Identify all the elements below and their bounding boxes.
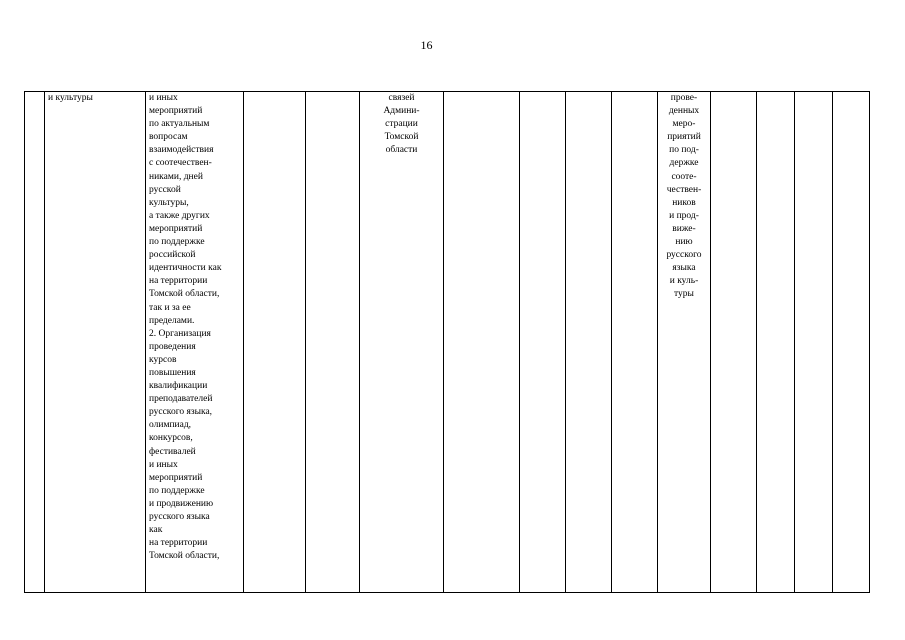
text-line: как [149, 525, 163, 536]
table-row [25, 92, 870, 593]
text-line: олимпиад, [149, 420, 192, 431]
text-line: мероприятий [149, 106, 203, 117]
text-line: чествен- [666, 184, 702, 195]
text-line: приятий [667, 132, 701, 143]
text-line: идентичности как [149, 263, 222, 274]
text-line: мероприятий [149, 223, 203, 234]
text-line: так и за ее [149, 302, 191, 313]
page-number: 16 [420, 38, 433, 52]
text-line: Админи- [383, 106, 420, 117]
cell-col-8 [520, 92, 566, 593]
text-line: на территории [149, 538, 208, 549]
cell-col-4 [244, 92, 306, 593]
text-line: взаимодействия [149, 145, 214, 156]
text-line: а также других [149, 210, 210, 221]
text-line: страции [385, 119, 418, 130]
text-line: с соотечествен- [149, 158, 212, 169]
text-line: области [385, 145, 418, 156]
text-line: повышения [149, 367, 196, 378]
text-line: языка [672, 263, 696, 274]
text-line: и прод- [669, 210, 699, 221]
text-line: на территории [149, 276, 208, 287]
text-line: конкурсов, [149, 433, 193, 444]
text-line: и продвижению [149, 498, 214, 509]
cell-text-block [661, 92, 707, 302]
data-table [24, 91, 870, 593]
text-line: русского языка, [149, 407, 213, 418]
text-line: по под- [669, 145, 699, 156]
cell-col-2 [45, 92, 146, 593]
text-line: по поддержке [149, 237, 205, 248]
text-line: культуры, [149, 197, 189, 208]
text-line: проведения [149, 341, 196, 352]
text-line: по поддержке [149, 485, 205, 496]
text-line: прове- [670, 93, 698, 103]
text-line: преподавателей [149, 394, 213, 405]
text-line: соотe- [671, 171, 697, 182]
text-line: российской [149, 250, 196, 261]
text-line: русского языка [149, 512, 210, 522]
text-line: Томской области, [149, 289, 220, 300]
text-line: пределами. [149, 315, 195, 326]
cell-text: и культуры [48, 93, 93, 103]
text-line: нию [675, 237, 693, 248]
text-line: Томской [384, 132, 419, 143]
text-line: и куль- [669, 276, 699, 287]
cell-col-3 [146, 92, 244, 593]
cell-text-block [363, 92, 440, 157]
cell-col-14 [795, 92, 833, 593]
text-line: связей [388, 93, 415, 103]
cell-col-12 [711, 92, 757, 593]
cell-col-7 [444, 92, 520, 593]
cell-text-block [149, 92, 240, 563]
text-line: фестивалей [149, 446, 196, 457]
text-line: русской [149, 184, 181, 195]
cell-col-11 [658, 92, 711, 593]
text-line: вопросам [149, 132, 188, 143]
text-line: виже- [672, 223, 696, 234]
cell-col-15 [833, 92, 870, 593]
cell-col-1 [25, 92, 45, 593]
text-line: и иных [149, 459, 178, 470]
text-line: мероприятий [149, 472, 203, 483]
text-line: по актуальным [149, 119, 210, 130]
cell-col-6 [360, 92, 444, 593]
text-line: ников [672, 197, 696, 208]
text-line: никами, дней [149, 171, 203, 182]
text-line: квалификации [149, 381, 208, 392]
text-line: туры [674, 289, 694, 300]
text-line: и иных [149, 93, 178, 103]
text-line: Томской области, [149, 551, 220, 562]
cell-col-13 [757, 92, 795, 593]
text-line: держке [669, 158, 699, 169]
cell-col-9 [566, 92, 612, 593]
cell-col-10 [612, 92, 658, 593]
cell-col-5 [306, 92, 360, 593]
text-line: 2. Организация [149, 328, 211, 339]
text-line: меро- [672, 119, 696, 130]
text-line: курсов [149, 354, 177, 365]
text-line: русского [666, 250, 702, 261]
text-line: денных [668, 106, 700, 117]
